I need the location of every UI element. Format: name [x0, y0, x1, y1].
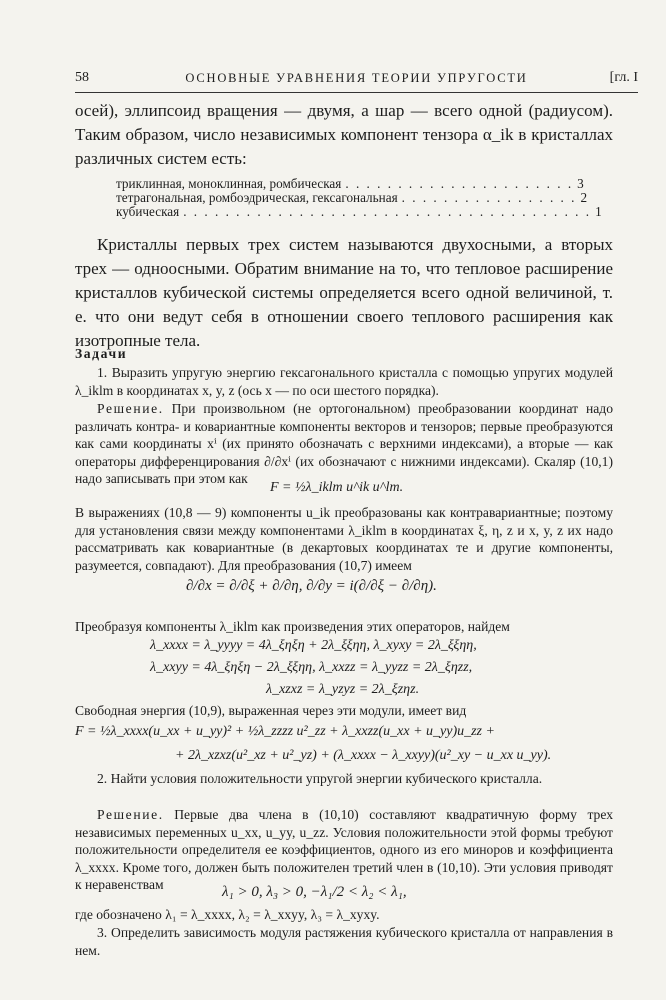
systems-list	[116, 176, 602, 219]
paragraph-free-energy: Свободная энергия (10,9), выраженная через эти модули, имеет вид	[75, 703, 467, 718]
list-item: кубическая . . . . . . . . . . . . . . . . . . . . . . . . . . . . . . . . . . . . . . . 1	[116, 204, 602, 219]
equation-inequalities: λ₁ > 0, λ₃ > 0, −λ₁/2 < λ₂ < λ₁,	[222, 884, 407, 900]
problem-3: 3. Определить зависимость модуля растяжения кубического кристалла от направления в нем.	[75, 925, 613, 958]
equation-energy-2: + 2λ_xzxz(u²_xz + u²_yz) + (λ_xxxx − λ_xxyy)(u²_xy − u_xx u_yy).	[175, 748, 552, 763]
chapter-label: [гл. I	[609, 70, 638, 85]
paragraph-covariant: В выражениях (10,8 — 9) компоненты u_ik преобразованы как контравариантные; поэтому для установления связи между компонентами λ_iklm в координатах ξ, η, z и x, y, z их надо рассматривать как ковариантные (в декартовых координатах те и другие компоненты, разумеется, совпадают). Для преобразования (10,7) имеем	[75, 505, 613, 573]
leader-dots: . . . . . . . . . . . . . . . . . . . . . .	[345, 176, 574, 191]
equation-operators: ∂/∂x = ∂/∂ξ + ∂/∂η, ∂/∂y = i(∂/∂ξ − ∂/∂η).	[186, 578, 437, 594]
solution-1: Решение. При произвольном (не ортогональном) преобразовании координат надо различать контра- и ковариантные компоненты векторов и тензоров; первые преобразуются как сами координаты xⁱ (их принято обозначать с верхними индексами), а вторые — как операторы дифференцирования ∂/∂xⁱ (их обозначают с нижними индексами). Скаляр (10,1) надо записывать при этом как	[75, 401, 613, 487]
list-item: триклинная, моноклинная, ромбическая . . . . . . . . . . . . . . . . . . . . . . 3	[116, 176, 584, 191]
problem-1: 1. Выразить упругую энергию гексагонального кристалла с помощью упругих модулей λ_iklm в координатах x, y, z (ось x — по оси шестого порядка).	[75, 365, 613, 398]
page-header	[75, 70, 638, 90]
equation-moduli-3: λ_xzxz = λ_yzyz = 2λ_ξzηz.	[266, 682, 420, 697]
paragraph-notation: где обозначено λ₁ = λ_xxxx, λ₂ = λ_xxyy, λ₃ = λ_xyxy.	[75, 907, 380, 922]
solution-label: Решение.	[97, 401, 164, 416]
section-title: Задачи	[75, 346, 128, 361]
solution-2: Решение. Первые два члена в (10,10) составляют квадратичную форму трех независимых переменных u_xx, u_yy, u_zz. Условия положительности этой формы требуют положительности определителя ее коэффициентов, одного из его миноров и коэффициента λ_xxxx. Кроме того, должен быть положителен третий член в (10,10). Эти условия приводят к неравенствам	[75, 807, 613, 893]
leader-dots: . . . . . . . . . . . . . . . . .	[401, 190, 577, 205]
equation-moduli-2: λ_xxyy = 4λ_ξηξη − 2λ_ξξηη, λ_xxzz = λ_yyzz = 2λ_ξηzz,	[150, 660, 473, 675]
equation-energy-1: F = ½λ_xxxx(u_xx + u_yy)² + ½λ_zzzz u²_zz + λ_xxzz(u_xx + u_yy)u_zz +	[75, 724, 495, 739]
equation-scalar: F = ½λ_iklm u^ik u^lm.	[270, 480, 404, 495]
running-title: ОСНОВНЫЕ УРАВНЕНИЯ ТЕОРИИ УПРУГОСТИ	[185, 71, 528, 85]
paragraph-intro: осей), эллипсоид вращения — двумя, а шар — всего одной (радиусом). Таким образом, число независимых компонент тензора α_ik в кристаллах различных систем есть:	[75, 101, 613, 168]
paragraph-systems: Кристаллы первых трех систем называются двухосными, а вторых трех — одноосными. Обратим внимание на то, что тепловое расширение кристаллов кубической системы определяется всего одной величиной, т. е. что они ведут себя в отношении своего теплового расширения как изотропные тела.	[75, 235, 613, 350]
equation-moduli-1: λ_xxxx = λ_yyyy = 4λ_ξηξη + 2λ_ξξηη, λ_xyxy = 2λ_ξξηη,	[150, 638, 477, 653]
header-rule	[75, 92, 638, 93]
list-item: тетрагональная, ромбоэдрическая, гексагональная . . . . . . . . . . . . . . . . . 2	[116, 190, 588, 205]
page-number: 58	[75, 70, 89, 85]
leader-dots: . . . . . . . . . . . . . . . . . . . . . . . . . . . . . . . . . . . . . . .	[183, 204, 592, 219]
solution-label: Решение.	[97, 807, 164, 822]
problem-2: 2. Найти условия положительности упругой энергии кубического кристалла.	[97, 771, 543, 786]
paragraph-transform: Преобразуя компоненты λ_iklm как произведения этих операторов, найдем	[75, 619, 510, 634]
